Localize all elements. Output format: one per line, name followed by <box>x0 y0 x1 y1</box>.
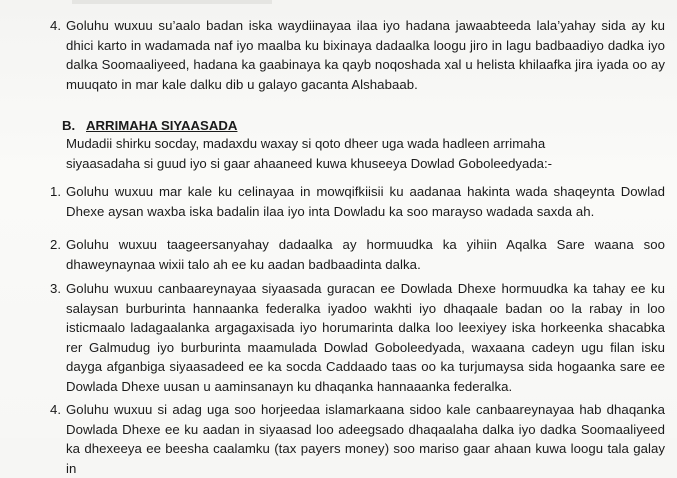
item-number-4-top: 4. <box>50 18 61 33</box>
item-number-3: 3. <box>50 281 61 296</box>
paragraph-item-4: Goluhu wuxuu si adag uga soo horjeedaa islamarkaana sidoo kale canbaareynayaa hab dhaqanka Dowlada Dhexe ee ku aadan in siyaasad loo adeegsado dhaqaalaha dalka iyo dadka Soomaaliyeed ka dhexeeya ee beesha caalamku (tax payers money) soo mariso gaar ahaan kuwa loogu tala galay in <box>66 402 665 476</box>
cropped-previous-line <box>72 0 272 4</box>
paragraph-item-3: Goluhu wuxuu canbaareynayaa siyaasada guracan ee Dowlada Dhexe hormuudka ka tahay ee ku salaysan burburinta hannaanka federalka iyadoo wakhti iyo dhaqaale badan oo la rabay in loo isticmaalo ladagaalanka argagaxisada iyo horumarinta dalka loo leexiyey iska horkeenka shacabka rer Galmudug iyo burburinta maamulada Dowlad Goboleedyada, waxaana cadeyn ugu filan isku dayga afganbiga siyaasadeed ee ka socda Caddaado taas oo ka turjumaysa sida hogaanka sare ee Dowlada Dhexe uusan u aaminsanayn ku dhaqanka hannaaanka federalka. <box>66 281 665 394</box>
section-intro: Mudadii shirku socday, madaxdu waxay si qoto dheer uga wada hadleen arrimaha siyaasadaha si guud iyo si gaar ahaaneed kuwa khuseeya Dowlad Goboleedyada:- <box>66 136 553 171</box>
item-number-4: 4. <box>50 402 61 417</box>
section-heading <box>62 116 237 135</box>
section-title: ARRIMAHA SIYAASADA <box>86 118 238 133</box>
item-number-2: 2. <box>50 237 61 252</box>
item-number-1: 1. <box>50 184 61 199</box>
paragraph-item-1: Goluhu wuxuu mar kale ku celinayaa in mowqifkiisii ku aadanaa hakinta wada shaqeynta Dowlad Dhexe aysan waxba iska badalin ilaa iyo inta Dowladu ka soo marayso wadada saxda ah. <box>66 184 665 219</box>
section-letter: B. <box>62 118 76 133</box>
paragraph-item-4-top: Goluhu wuxuu su’aalo badan iska waydiinayaa ilaa iyo hadana jawaabteeda lala’yahay sida ay ku dhici karto in wadamada naf iyo maalba ku bixinaya dadaalka loogu jiro in lagu badbaadiyo dadka iyo dalka Soomaaliyeed, hadana ka gaabinaya ka qayb noqoshada xal u helista khilaafka jira iyada oo ay muuqato in mar kale dalku dib u galayo gacanta Alshabaab. <box>66 18 665 92</box>
paragraph-item-2: Goluhu wuxuu taageersanyahay dadaalka ay hormuudka ka yihiin Aqalka Sare waana soo dhaweynaynaa wixii talo ah ee ku aadan badbaadinta dalka. <box>66 237 665 272</box>
